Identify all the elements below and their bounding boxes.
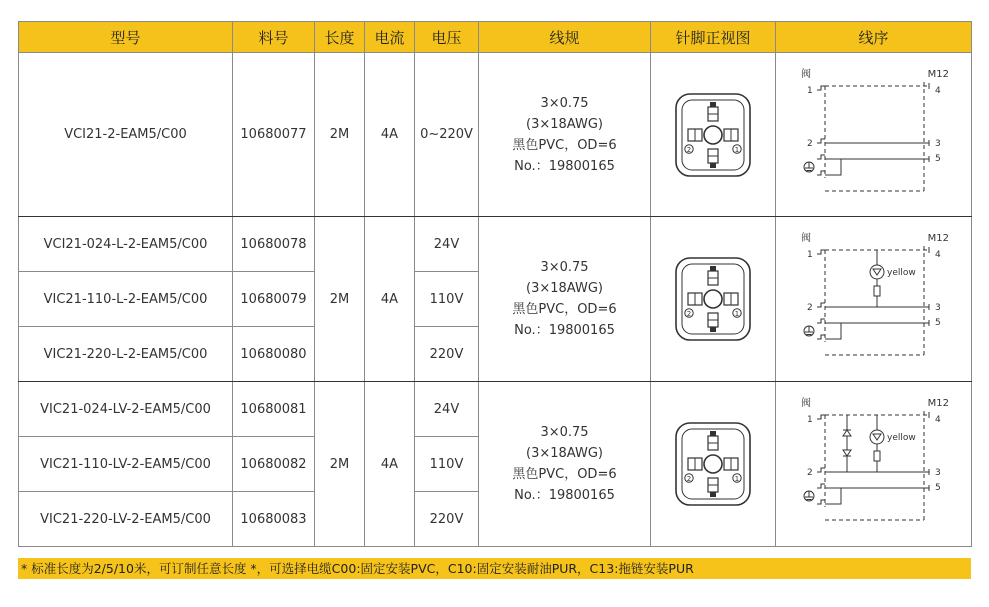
model-cell: VIC21-110-LV-2-EAM5/C00 <box>19 437 233 492</box>
length-cell: 2M <box>315 382 365 547</box>
voltage-cell: 220V <box>415 492 479 547</box>
wire-pin-3-label: 3 <box>934 468 941 478</box>
bottom-terminal-tab <box>710 327 716 332</box>
led-triangle <box>873 434 881 440</box>
header-part-number: 料号 <box>233 22 315 53</box>
part-number-cell: 10680077 <box>233 53 315 217</box>
pin-1-label: 1 <box>734 475 740 483</box>
terminal-ground-bracket <box>817 484 825 488</box>
led-color-label: yellow <box>886 433 916 443</box>
table-row <box>19 382 972 437</box>
valve-label: 阀 <box>800 68 811 80</box>
terminal-1-bracket <box>817 86 825 90</box>
header-voltage: 电压 <box>415 22 479 53</box>
led-color-label: yellow <box>886 268 916 278</box>
pin-face-diagram <box>673 255 753 343</box>
model-cell: VCI21-024-L-2-EAM5/C00 <box>19 217 233 272</box>
wire-pin-2-label: 2 <box>806 303 813 313</box>
wire-pin-4-label: 4 <box>934 250 941 260</box>
header-wiring: 线序 <box>776 22 972 53</box>
ground-loop <box>817 159 841 175</box>
pin-2-label: 2 <box>686 145 692 154</box>
table-row <box>19 217 972 272</box>
voltage-cell: 0~220V <box>415 53 479 217</box>
wire-pin-5-label: 5 <box>934 153 941 164</box>
bottom-terminal-tab <box>710 163 716 168</box>
length-cell: 2M <box>315 217 365 382</box>
wire-pin-4-label: 4 <box>934 415 941 425</box>
pin-2-label: 2 <box>686 475 692 483</box>
pin-1-label: 1 <box>734 310 740 318</box>
pin-1-label: 1 <box>734 145 740 154</box>
wire-pin-5-label: 5 <box>934 318 941 328</box>
wire-pin-2-label: 2 <box>806 138 813 149</box>
voltage-cell: 110V <box>415 437 479 492</box>
terminal-ground-bracket <box>817 155 825 159</box>
voltage-cell: 24V <box>415 217 479 272</box>
cable-awg: (3×18AWG) <box>526 446 603 461</box>
current-cell: 4A <box>365 382 415 547</box>
bottom-terminal-tab <box>710 492 716 497</box>
cable-spec-cell <box>479 53 651 217</box>
valve-label: 阀 <box>800 398 811 409</box>
terminal-1-bracket <box>817 415 825 419</box>
wiring-cell <box>776 217 972 382</box>
ground-loop <box>817 323 841 339</box>
pin-face-diagram <box>673 420 753 508</box>
cable-spec-cell <box>479 382 651 547</box>
top-terminal-tab <box>710 266 716 271</box>
cable-number: No.：19800165 <box>514 323 615 338</box>
led-circle <box>870 430 884 444</box>
cable-cross-section: 3×0.75 <box>540 425 589 440</box>
pin-view-cell <box>651 53 776 217</box>
wire-pin-3-label: 3 <box>934 138 941 149</box>
wiring-diagram <box>779 65 969 205</box>
valve-label: 阀 <box>800 233 811 244</box>
cable-spec-cell <box>479 217 651 382</box>
wire-pin-1-label: 1 <box>806 250 813 260</box>
model-cell: VIC21-110-L-2-EAM5/C00 <box>19 272 233 327</box>
cable-cross-section: 3×0.75 <box>540 260 589 275</box>
wire-pin-5-label: 5 <box>934 483 941 493</box>
cable-jacket: 黑色PVC，OD=6 <box>512 467 617 482</box>
cable-jacket: 黑色PVC，OD=6 <box>512 302 617 317</box>
terminal-ground-bracket <box>817 319 825 323</box>
voltage-cell: 220V <box>415 327 479 382</box>
center-pin-hole <box>704 126 722 144</box>
header-wire-gauge: 线规 <box>479 22 651 53</box>
top-terminal-tab <box>710 102 716 107</box>
cable-number: No.：19800165 <box>514 488 615 503</box>
pin-view-cell <box>651 382 776 547</box>
header-current: 电流 <box>365 22 415 53</box>
led-circle <box>870 265 884 279</box>
current-cell: 4A <box>365 217 415 382</box>
connector-inner-outline <box>682 264 744 334</box>
header-length: 长度 <box>315 22 365 53</box>
length-cell: 2M <box>315 53 365 217</box>
part-number-cell: 10680080 <box>233 327 315 382</box>
m12-label: M12 <box>927 398 949 409</box>
connector-inner-outline <box>682 429 744 499</box>
cable-number: No.：19800165 <box>514 158 615 174</box>
led-triangle <box>873 269 881 275</box>
center-pin-hole <box>704 455 722 473</box>
pin-face-diagram <box>673 91 753 179</box>
spec-table <box>18 21 972 547</box>
connector-inner-outline <box>682 100 744 170</box>
header-row <box>19 22 972 53</box>
header-pin-view: 针脚正视图 <box>651 22 776 53</box>
wire-pin-4-label: 4 <box>934 85 941 96</box>
cable-awg: (3×18AWG) <box>526 281 603 296</box>
wiring-diagram <box>779 229 969 369</box>
cable-jacket: 黑色PVC，OD=6 <box>512 137 617 153</box>
m12-label: M12 <box>927 233 949 244</box>
wire-pin-3-label: 3 <box>934 303 941 313</box>
terminal-1-bracket <box>817 250 825 254</box>
cable-cross-section: 3×0.75 <box>540 95 589 111</box>
resistor <box>874 286 880 296</box>
wire-pin-1-label: 1 <box>806 85 813 96</box>
part-number-cell: 10680079 <box>233 272 315 327</box>
voltage-cell: 110V <box>415 272 479 327</box>
wiring-diagram <box>779 394 969 534</box>
current-cell: 4A <box>365 53 415 217</box>
wire-pin-2-label: 2 <box>806 468 813 478</box>
footer-note: * 标准长度为2/5/10米，可订制任意长度 *，可选择电缆C00:固定安装PVC，C10:固定安装耐油PUR，C13:拖链安装PUR <box>18 558 971 579</box>
part-number-cell: 10680081 <box>233 382 315 437</box>
pin-view-cell <box>651 217 776 382</box>
wire-pin-1-label: 1 <box>806 415 813 425</box>
table-row <box>19 53 972 217</box>
top-terminal-tab <box>710 431 716 436</box>
diode-bottom <box>843 450 851 456</box>
terminal-2-bracket <box>817 468 825 472</box>
part-number-cell: 10680078 <box>233 217 315 272</box>
model-cell: VIC21-220-LV-2-EAM5/C00 <box>19 492 233 547</box>
resistor <box>874 451 880 461</box>
wiring-cell <box>776 382 972 547</box>
center-pin-hole <box>704 290 722 308</box>
pin-2-label: 2 <box>686 310 692 318</box>
voltage-cell: 24V <box>415 382 479 437</box>
header-model: 型号 <box>19 22 233 53</box>
model-cell: VCI21-2-EAM5/C00 <box>19 53 233 217</box>
m12-label: M12 <box>927 68 949 80</box>
part-number-cell: 10680083 <box>233 492 315 547</box>
cable-awg: (3×18AWG) <box>526 116 603 132</box>
terminal-2-bracket <box>817 303 825 307</box>
model-cell: VIC21-024-LV-2-EAM5/C00 <box>19 382 233 437</box>
wiring-cell <box>776 53 972 217</box>
ground-loop <box>817 488 841 504</box>
diode-top <box>843 430 851 436</box>
part-number-cell: 10680082 <box>233 437 315 492</box>
terminal-2-bracket <box>817 139 825 143</box>
model-cell: VIC21-220-L-2-EAM5/C00 <box>19 327 233 382</box>
